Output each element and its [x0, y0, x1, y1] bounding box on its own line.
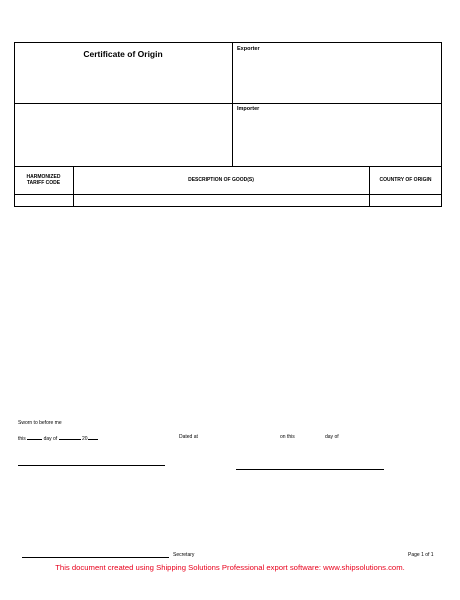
top-divider: [232, 42, 233, 166]
exporter-label: Exporter: [237, 46, 260, 52]
table-top-line: [14, 166, 442, 167]
header-tariff-line2: TARIFF CODE: [26, 180, 61, 186]
header-country: COUNTRY OF ORIGIN: [379, 177, 432, 183]
sworn-text: Sworn to before me: [18, 420, 62, 426]
page-number: Page 1 of 1: [408, 552, 434, 558]
year-blank[interactable]: [88, 434, 98, 440]
footer-notice: This document created using Shipping Solutions Professional export software: www.shipsolutions.com.: [55, 563, 405, 572]
month-blank[interactable]: [59, 434, 81, 440]
on-this-label: on this: [280, 434, 295, 440]
secretary-signature-line[interactable]: [22, 557, 169, 558]
dated-at-label: Dated at: [179, 434, 198, 440]
importer-label: Importer: [237, 106, 260, 112]
notary-signature-line[interactable]: [18, 465, 165, 466]
signer-signature-line[interactable]: [236, 469, 384, 470]
table-header-bottom-line: [14, 194, 442, 195]
secretary-label: Secretary: [173, 552, 195, 558]
header-tariff-line1: HARMONIZED: [26, 174, 61, 180]
header-description: DESCRIPTION OF GOOD(S): [188, 177, 254, 183]
year-prefix: 20: [81, 436, 88, 442]
this-label: this: [18, 436, 26, 442]
day-of-label: day of: [43, 436, 58, 442]
table-col-divider-2: [369, 166, 370, 207]
document-title: Certificate of Origin: [83, 49, 163, 59]
date-line: [18, 434, 98, 442]
header-tariff-code: [14, 174, 73, 186]
exporter-importer-divider: [14, 103, 442, 104]
table-col-divider-1: [73, 166, 74, 207]
day-blank[interactable]: [27, 434, 42, 440]
day-of-label-2: day of: [325, 434, 339, 440]
